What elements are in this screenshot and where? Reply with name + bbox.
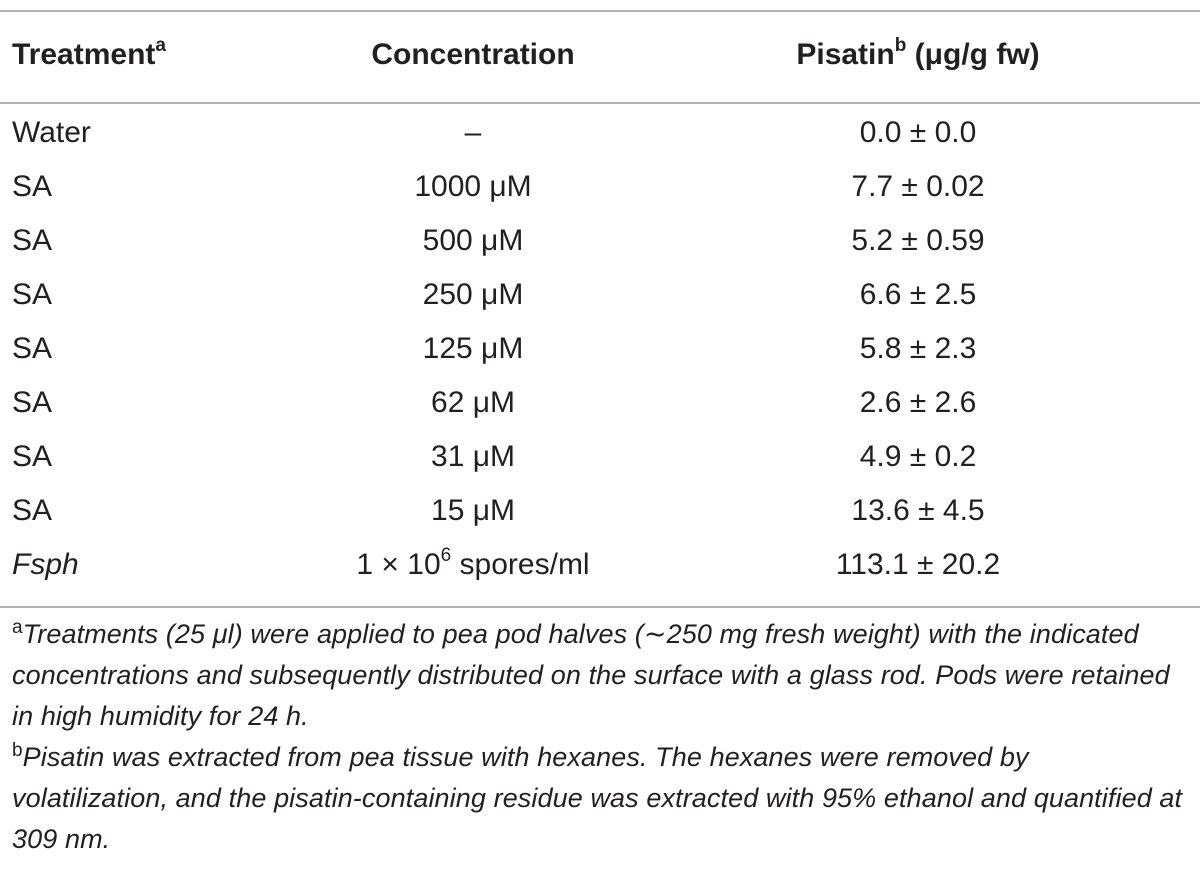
table-header-rule: [0, 102, 1200, 104]
cell-treatment: SA: [12, 224, 53, 257]
cell-concentration: 500 μM: [422, 224, 524, 257]
table-bottom-rule: [0, 606, 1200, 608]
cell-treatment: Fsph: [12, 548, 79, 581]
table-row: [0, 160, 1200, 214]
cell-treatment: SA: [12, 278, 53, 311]
table-row: [0, 322, 1200, 376]
cell-pisatin: 0.0 ± 0.0: [859, 116, 977, 149]
cell-treatment: SA: [12, 386, 53, 419]
header-treatment-footnote-mark: a: [155, 35, 166, 56]
cell-pisatin: 113.1 ± 20.2: [835, 548, 1001, 581]
cell-concentration: 1000 μM: [414, 170, 532, 203]
cell-concentration: 31 μM: [431, 440, 515, 473]
table-row: [0, 376, 1200, 430]
header-pisatin-footnote-mark: b: [894, 35, 907, 56]
cell-treatment: SA: [12, 332, 53, 365]
footnote-a-text: Treatments (25 μl) were applied to pea pod halves (∼250 mg fresh weight) with the indicated concentrations and subsequently distributed on the surface with a glass rod. Pods were retained in high humidity for 24 h.: [12, 619, 1170, 731]
concentration-exponent: 6: [440, 545, 452, 566]
table-header-row: [0, 24, 1200, 84]
table-row: [0, 214, 1200, 268]
footnote-a: [12, 614, 1192, 737]
header-pisatin: Pisatin$^b$ (μg/g fw): [796, 35, 1040, 71]
cell-treatment: SA: [12, 170, 53, 203]
table-row: [0, 484, 1200, 538]
cell-pisatin: 2.6 ± 2.6: [859, 386, 977, 419]
table-row: [0, 430, 1200, 484]
table-row: [0, 268, 1200, 322]
cell-concentration: $1 \times 10^6$ spores/ml: [356, 545, 590, 581]
header-treatment: Treatment$^a$: [12, 35, 166, 71]
footnote-a-mark: a: [12, 617, 23, 638]
cell-treatment: SA: [12, 494, 53, 527]
table-top-rule: [0, 10, 1200, 12]
cell-concentration: 62 μM: [431, 386, 515, 419]
cell-treatment: SA: [12, 440, 53, 473]
cell-treatment: Water: [12, 116, 91, 149]
footnote-b-text: Pisatin was extracted from pea tissue with hexanes. The hexanes were removed by volatilization, and the pisatin-containing residue was extracted with 95% ethanol and quantified at 309 nm.: [12, 742, 1183, 854]
cell-pisatin: 13.6 ± 4.5: [851, 494, 985, 527]
cell-pisatin: 5.2 ± 0.59: [851, 224, 985, 257]
cell-concentration: 15 μM: [431, 494, 515, 527]
table-row: [0, 106, 1200, 160]
header-concentration: Concentration: [371, 38, 575, 71]
cell-pisatin: 7.7 ± 0.02: [851, 170, 985, 203]
cell-pisatin: 4.9 ± 0.2: [859, 440, 977, 473]
table-footnotes: [12, 614, 1192, 860]
cell-pisatin: 6.6 ± 2.5: [859, 278, 977, 311]
cell-concentration: –: [464, 116, 482, 149]
table-row: [0, 538, 1200, 592]
footnote-b: [12, 737, 1192, 860]
cell-pisatin: 5.8 ± 2.3: [859, 332, 977, 365]
cell-concentration: 250 μM: [422, 278, 524, 311]
footnote-b-mark: b: [12, 740, 23, 761]
cell-concentration: 125 μM: [422, 332, 524, 365]
